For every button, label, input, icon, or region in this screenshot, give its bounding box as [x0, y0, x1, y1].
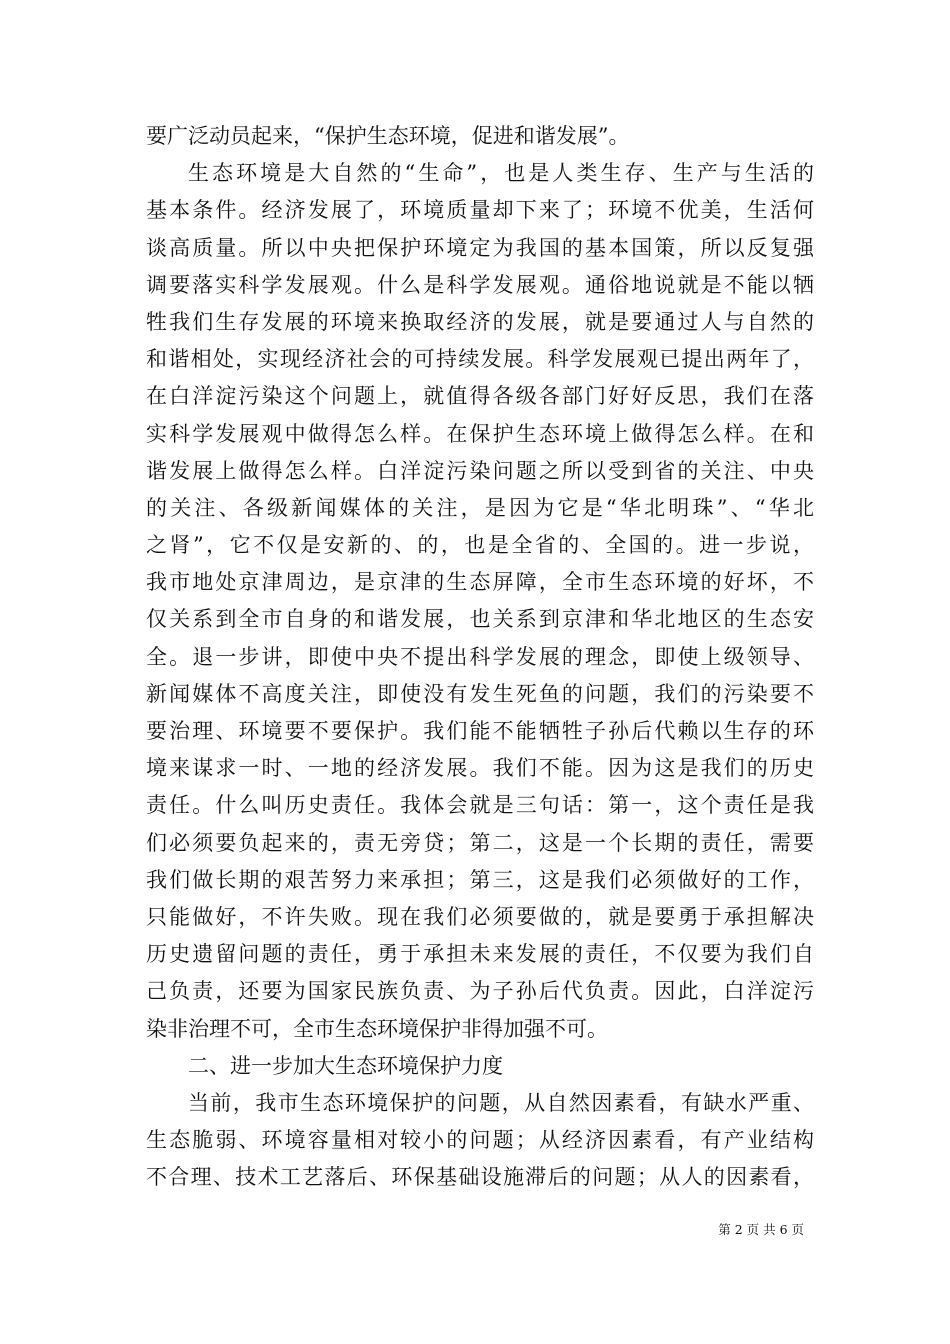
text-line: 生态脆弱、环境容量相对较小的问题；从经济因素看，有产业结构: [146, 1128, 814, 1153]
text-line: 调要落实科学发展观。什么是科学发展观。通俗地说就是不能以牺: [146, 272, 814, 297]
text-line: 责任。什么叫历史责任。我体会就是三句话：第一，这个责任是我: [146, 793, 814, 818]
page-number: 第 2 页 共 6 页: [718, 1222, 804, 1237]
text-line: 生态环境是大自然的“生命”，也是人类生存、生产与生活的: [188, 161, 814, 186]
text-line: 的关注、各级新闻媒体的关注，是因为它是“华北明珠”、“华北: [146, 495, 814, 520]
text-line: 要治理、环境要不要保护。我们能不能牺牲子孙后代赖以生存的环: [146, 719, 814, 743]
text-line: 染非治理不可，全市生态环境保护非得加强不可。: [146, 1016, 608, 1041]
text-line: 全。退一步讲，即使中央不提出科学发展的理念，即使上级领导、: [146, 644, 814, 669]
text-line: 不合理、技术工艺落后、环保基础设施滞后的问题；从人的因素看，: [146, 1165, 814, 1190]
text-line: 境来谋求一时、一地的经济发展。我们不能。因为这是我们的历史: [146, 756, 814, 781]
text-line: 要广泛动员起来，“保护生态环境，促进和谐发展”。: [146, 124, 630, 148]
text-line: 我们做长期的艰苦努力来承担；第三，这是我们必须做好的工作，: [146, 867, 814, 892]
text-line: 牲我们生存发展的环境来换取经济的发展，就是要通过人与自然的: [146, 309, 814, 334]
text-line: 在白洋淀污染这个问题上，就值得各级各部门好好反思，我们在落: [146, 384, 814, 409]
text-line: 之肾”，它不仅是安新的、的，也是全省的、全国的。进一步说，: [146, 533, 814, 558]
text-line: 仅关系到全市自身的和谐发展，也关系到京津和华北地区的生态安: [146, 607, 814, 632]
text-line: 己负责，还要为国家民族负责、为子孙后代负责。因此，白洋淀污: [146, 979, 814, 1004]
text-line: 我市地处京津周边，是京津的生态屏障，全市生态环境的好坏，不: [146, 570, 814, 595]
text-line: 谈高质量。所以中央把保护环境定为我国的基本国策，所以反复强: [146, 235, 814, 260]
text-line: 新闻媒体不高度关注，即使没有发生死鱼的问题，我们的污染要不: [146, 681, 814, 706]
text-line: 只能做好，不许失败。现在我们必须要做的，就是要勇于承担解决: [146, 904, 814, 929]
text-line: 和谐相处，实现经济社会的可持续发展。科学发展观已提出两年了，: [146, 347, 814, 372]
text-line: 当前，我市生态环境保护的问题，从自然因素看，有缺水严重、: [188, 1090, 814, 1115]
text-line: 谐发展上做得怎么样。白洋淀污染问题之所以受到省的关注、中央: [146, 458, 814, 483]
body-text: [146, 118, 814, 1196]
text-line: 历史遗留问题的责任，勇于承担未来发展的责任，不仅要为我们自: [146, 942, 814, 967]
text-line: 二、进一步加大生态环境保护力度: [188, 1053, 503, 1078]
text-line: 实科学发展观中做得怎么样。在保护生态环境上做得怎么样。在和: [146, 421, 814, 446]
text-line: 们必须要负起来的，责无旁贷；第二，这是一个长期的责任，需要: [146, 830, 814, 855]
text-line: 基本条件。经济发展了，环境质量却下来了；环境不优美，生活何: [146, 198, 814, 223]
